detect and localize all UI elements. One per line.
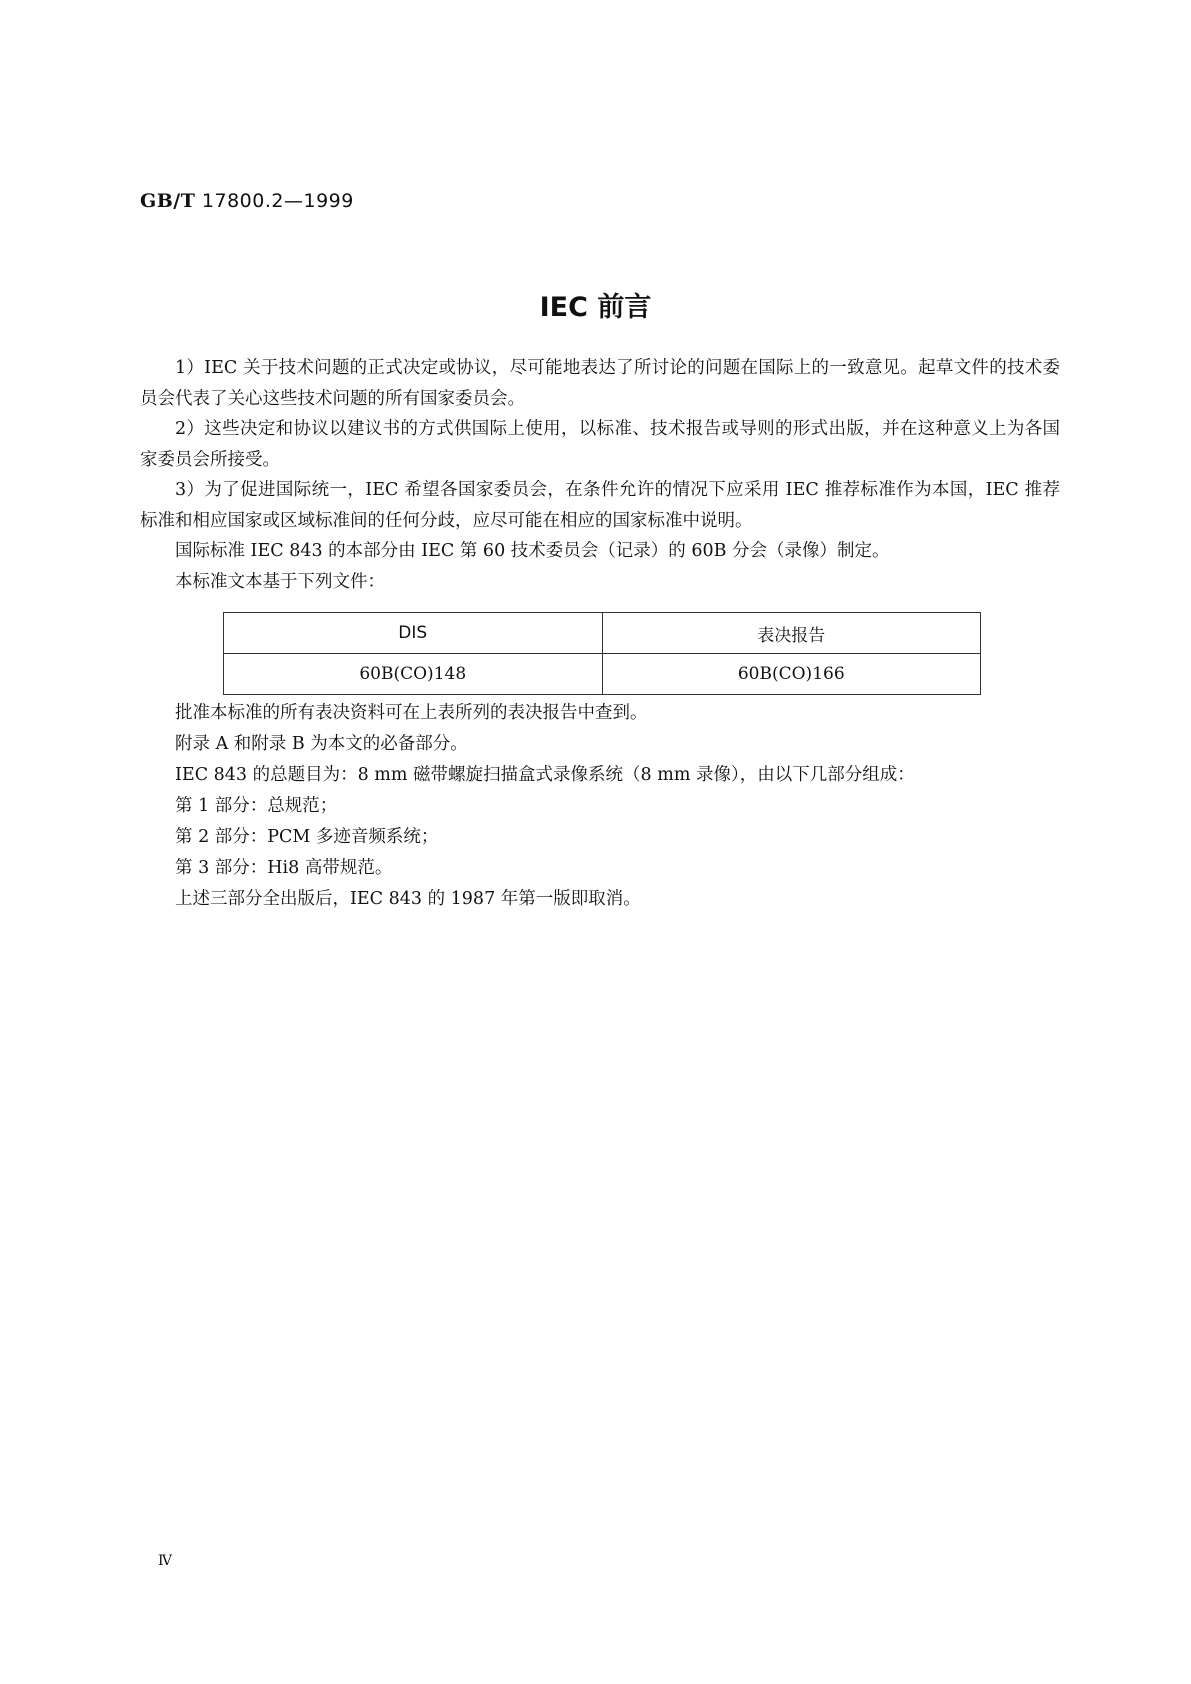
standard-number: 17800.2—1999 (201, 190, 354, 212)
part-3-line: 第 3 部分：Hi8 高带规范。 (175, 858, 393, 878)
table-header-row (224, 613, 981, 654)
based-on-line: 本标准文本基于下列文件： (175, 571, 385, 592)
part-2-line: 第 2 部分：PCM 多迹音频系统； (175, 827, 439, 847)
document-header (140, 190, 354, 212)
table-cell-dis: 60B(CO)148 (224, 654, 603, 695)
table-cell-vote-report: 60B(CO)166 (602, 654, 981, 695)
withdrawal-line: 上述三部分全出版后，IEC 843 的 1987 年第一版即取消。 (175, 889, 641, 909)
table-row (224, 654, 981, 695)
page-title: IEC 前言 (539, 292, 652, 323)
paragraph-2: 2）这些决定和协议以建议书的方式供国际上使用，以标准、技术报告或导则的形式出版，并在这种意义上为各国家委员会所接受。 (140, 419, 1060, 470)
table-header-dis: DIS (224, 613, 603, 654)
paragraph-3: 3）为了促进国际统一，IEC 希望各国家委员会，在条件允许的情况下应采用 IEC 推荐标准作为本国，IEC 推荐标准和相应国家或区域标准间的任何分歧，应尽可能在相应的国家标准中说明。 (140, 480, 1060, 531)
paragraph-1: 1）IEC 关于技术问题的正式决定或协议，尽可能地表达了所讨论的问题在国际上的一致意见。起草文件的技术委员会代表了关心这些技术问题的所有国家委员会。 (140, 358, 1060, 409)
prepared-by-line: 国际标准 IEC 843 的本部分由 IEC 第 60 技术委员会（记录）的 60B 分会（录像）制定。 (175, 541, 890, 561)
foreword-body (140, 353, 1060, 597)
standard-prefix: GB/T (140, 190, 196, 212)
part-1-line: 第 1 部分：总规范； (175, 796, 338, 816)
documents-table (223, 612, 981, 695)
after-table-text (175, 698, 1055, 915)
page-number: Ⅳ (158, 1553, 172, 1569)
general-title-line: IEC 843 的总题目为：8 mm 磁带螺旋扫描盒式录像系统（8 mm 录像），由以下几部分组成： (175, 765, 915, 785)
annex-line: 附录 A 和附录 B 为本文的必备部分。 (175, 734, 468, 754)
approval-line: 批准本标准的所有表决资料可在上表所列的表决报告中查到。 (175, 703, 648, 723)
table-header-vote-report: 表决报告 (602, 613, 981, 654)
